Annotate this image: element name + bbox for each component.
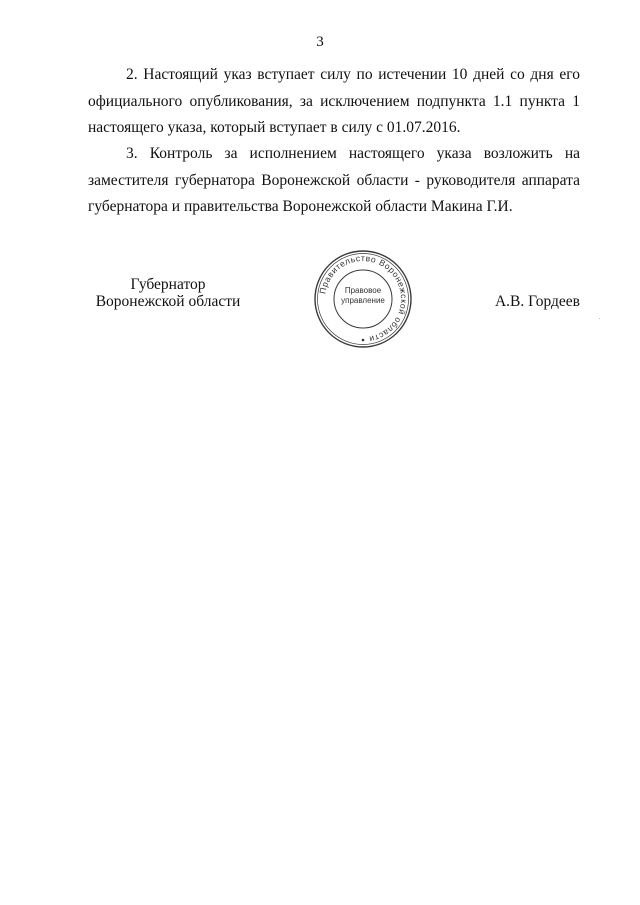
scan-speck (599, 318, 600, 319)
signatory-name: А.В. Гордеев (494, 293, 580, 310)
paragraph-2: 2. Настоящий указ вступает силу по истечении 10 дней со дня его официального опубликования, за исключением подпункта 1.1 пункта 1 настоящего указа, который вступает в силу с 01.07.2016. (88, 66, 580, 136)
signatory-title-line2: Воронежской области (95, 293, 241, 310)
stamp-center-line2: управление (341, 296, 385, 305)
stamp-ring-text: Правительство Воронежской области (317, 252, 410, 345)
stamp-center-text (338, 286, 388, 306)
stamp-center-line1: Правовое (344, 286, 382, 295)
signatory-title-line1: Губернатор (130, 276, 206, 293)
paragraph-3: 3. Контроль за исполнением настоящего указа возложить на заместителя губернатора Воронежской области - руководителя аппарата губернатора и правительства Воронежской области Макина Г.И. (88, 145, 580, 215)
page-number: 3 (316, 34, 324, 50)
signatory-title (88, 276, 248, 310)
legal-department-stamp (312, 248, 414, 350)
